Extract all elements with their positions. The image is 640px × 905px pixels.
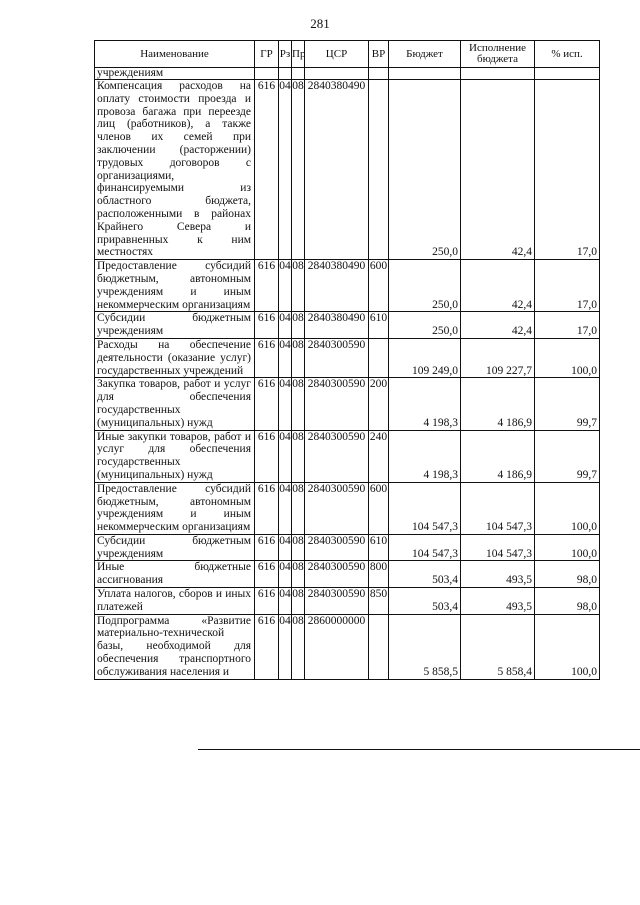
cell-percent: 100,0	[535, 534, 600, 561]
continuation-csr-cell	[305, 68, 369, 80]
cell-gr: 616	[255, 80, 279, 260]
cell-csr: 2840300590	[305, 482, 369, 534]
cell-execution: 5 858,4	[461, 614, 535, 679]
table-row	[95, 561, 600, 588]
table-header	[95, 41, 600, 68]
table-row	[95, 588, 600, 615]
header-rz: Рз	[279, 41, 292, 68]
cell-pr: 08	[292, 614, 305, 679]
cell-name: Предоставление субсидий бюджетным, автономным учреждениям и иным некоммерческим организациям	[95, 482, 255, 534]
cell-name: Иные закупки товаров, работ и услуг для обеспечения государственных (муниципальных) нужд	[95, 430, 255, 482]
header-name: Наименование	[95, 41, 255, 68]
cell-vr: 240	[369, 430, 389, 482]
table-row	[95, 80, 600, 260]
table-row	[95, 482, 600, 534]
cell-percent: 99,7	[535, 430, 600, 482]
cell-gr: 616	[255, 338, 279, 377]
cell-budget: 109 249,0	[389, 338, 461, 377]
header-gr: ГР	[255, 41, 279, 68]
table-row	[95, 534, 600, 561]
cell-vr: 800	[369, 561, 389, 588]
table-row	[95, 378, 600, 430]
header-execution: Исполнение бюджета	[461, 41, 535, 68]
cell-name: Подпрограмма «Развитие материально-технической базы, необходимой для обеспечения транспортного обслуживания населения и	[95, 614, 255, 679]
cell-vr: 200	[369, 378, 389, 430]
continuation-rz-cell	[279, 68, 292, 80]
cell-gr: 616	[255, 430, 279, 482]
cell-rz: 04	[279, 80, 292, 260]
cell-csr: 2840300590	[305, 561, 369, 588]
cell-csr: 2840300590	[305, 430, 369, 482]
cell-gr: 616	[255, 378, 279, 430]
cell-csr: 2840380490	[305, 80, 369, 260]
cell-budget: 5 858,5	[389, 614, 461, 679]
header-pr: Пр	[292, 41, 305, 68]
cell-execution: 104 547,3	[461, 482, 535, 534]
cell-budget: 250,0	[389, 312, 461, 339]
cell-pr: 08	[292, 312, 305, 339]
cell-name: Субсидии бюджетным учреждениям	[95, 534, 255, 561]
cell-rz: 04	[279, 482, 292, 534]
cell-gr: 616	[255, 561, 279, 588]
cell-execution: 109 227,7	[461, 338, 535, 377]
cell-budget: 503,4	[389, 561, 461, 588]
cell-pr: 08	[292, 561, 305, 588]
cell-execution: 493,5	[461, 561, 535, 588]
continuation-gr-cell	[255, 68, 279, 80]
cell-percent: 100,0	[535, 614, 600, 679]
page-number: 281	[310, 16, 330, 31]
cell-gr: 616	[255, 534, 279, 561]
cell-pr: 08	[292, 338, 305, 377]
cell-pr: 08	[292, 534, 305, 561]
cell-name: Иные бюджетные ассигнования	[95, 561, 255, 588]
cell-percent: 17,0	[535, 80, 600, 260]
cell-budget: 4 198,3	[389, 378, 461, 430]
cell-vr: 610	[369, 534, 389, 561]
cell-csr: 2840300590	[305, 534, 369, 561]
cell-vr	[369, 80, 389, 260]
cell-execution: 42,4	[461, 80, 535, 260]
table-body	[95, 68, 600, 680]
cell-vr: 600	[369, 482, 389, 534]
header-csr: ЦСР	[305, 41, 369, 68]
cell-gr: 616	[255, 260, 279, 312]
cell-pr: 08	[292, 378, 305, 430]
cell-percent: 100,0	[535, 338, 600, 377]
cell-rz: 04	[279, 378, 292, 430]
cell-percent: 98,0	[535, 588, 600, 615]
bottom-rule	[198, 749, 640, 750]
cell-csr: 2840300590	[305, 588, 369, 615]
cell-execution: 493,5	[461, 588, 535, 615]
continuation-execution-cell	[461, 68, 535, 80]
cell-vr	[369, 338, 389, 377]
continuation-vr-cell	[369, 68, 389, 80]
cell-vr: 850	[369, 588, 389, 615]
cell-percent: 98,0	[535, 561, 600, 588]
cell-name: Уплата налогов, сборов и иных платежей	[95, 588, 255, 615]
cell-percent: 100,0	[535, 482, 600, 534]
cell-vr: 600	[369, 260, 389, 312]
cell-rz: 04	[279, 312, 292, 339]
header-vr: ВР	[369, 41, 389, 68]
cell-csr: 2840300590	[305, 338, 369, 377]
continuation-text: учреждениям	[95, 68, 255, 80]
cell-execution: 104 547,3	[461, 534, 535, 561]
cell-budget: 250,0	[389, 260, 461, 312]
cell-csr: 2840380490	[305, 312, 369, 339]
cell-execution: 42,4	[461, 312, 535, 339]
continuation-percent-cell	[535, 68, 600, 80]
cell-pr: 08	[292, 588, 305, 615]
cell-rz: 04	[279, 260, 292, 312]
table-row	[95, 430, 600, 482]
cell-vr	[369, 614, 389, 679]
cell-execution: 42,4	[461, 260, 535, 312]
cell-execution: 4 186,9	[461, 378, 535, 430]
budget-table	[94, 40, 600, 680]
cell-percent: 17,0	[535, 312, 600, 339]
cell-budget: 503,4	[389, 588, 461, 615]
cell-rz: 04	[279, 614, 292, 679]
header-percent: % исп.	[535, 41, 600, 68]
cell-rz: 04	[279, 561, 292, 588]
cell-rz: 04	[279, 534, 292, 561]
cell-vr: 610	[369, 312, 389, 339]
table-row	[95, 614, 600, 679]
header-budget: Бюджет	[389, 41, 461, 68]
cell-name: Предоставление субсидий бюджетным, автономным учреждениям и иным некоммерческим организациям	[95, 260, 255, 312]
cell-rz: 04	[279, 430, 292, 482]
cell-rz: 04	[279, 588, 292, 615]
table-row	[95, 312, 600, 339]
cell-gr: 616	[255, 312, 279, 339]
table-row	[95, 338, 600, 377]
cell-csr: 2840380490	[305, 260, 369, 312]
cell-pr: 08	[292, 482, 305, 534]
cell-gr: 616	[255, 588, 279, 615]
table-row	[95, 260, 600, 312]
cell-pr: 08	[292, 80, 305, 260]
continuation-pr-cell	[292, 68, 305, 80]
cell-budget: 250,0	[389, 80, 461, 260]
cell-budget: 104 547,3	[389, 534, 461, 561]
cell-percent: 17,0	[535, 260, 600, 312]
cell-csr: 2860000000	[305, 614, 369, 679]
continuation-budget-cell	[389, 68, 461, 80]
cell-csr: 2840300590	[305, 378, 369, 430]
cell-execution: 4 186,9	[461, 430, 535, 482]
cell-budget: 104 547,3	[389, 482, 461, 534]
cell-pr: 08	[292, 430, 305, 482]
cell-percent: 99,7	[535, 378, 600, 430]
cell-gr: 616	[255, 614, 279, 679]
cell-gr: 616	[255, 482, 279, 534]
cell-name: Расходы на обеспечение деятельности (оказание услуг) государственных учреждений	[95, 338, 255, 377]
cell-rz: 04	[279, 338, 292, 377]
continuation-row	[95, 68, 600, 80]
cell-pr: 08	[292, 260, 305, 312]
cell-budget: 4 198,3	[389, 430, 461, 482]
cell-name: Субсидии бюджетным учреждениям	[95, 312, 255, 339]
cell-name: Компенсация расходов на оплату стоимости проезда и провоза багажа при переезде лиц (работников), а также членов их семей при заключении (расторжении) трудовых договоров с организациями, финансируемыми из областного бюджета, расположенными в районах Крайнего Севера и приравненных к ним местностях	[95, 80, 255, 260]
cell-name: Закупка товаров, работ и услуг для обеспечения государственных (муниципальных) нужд	[95, 378, 255, 430]
